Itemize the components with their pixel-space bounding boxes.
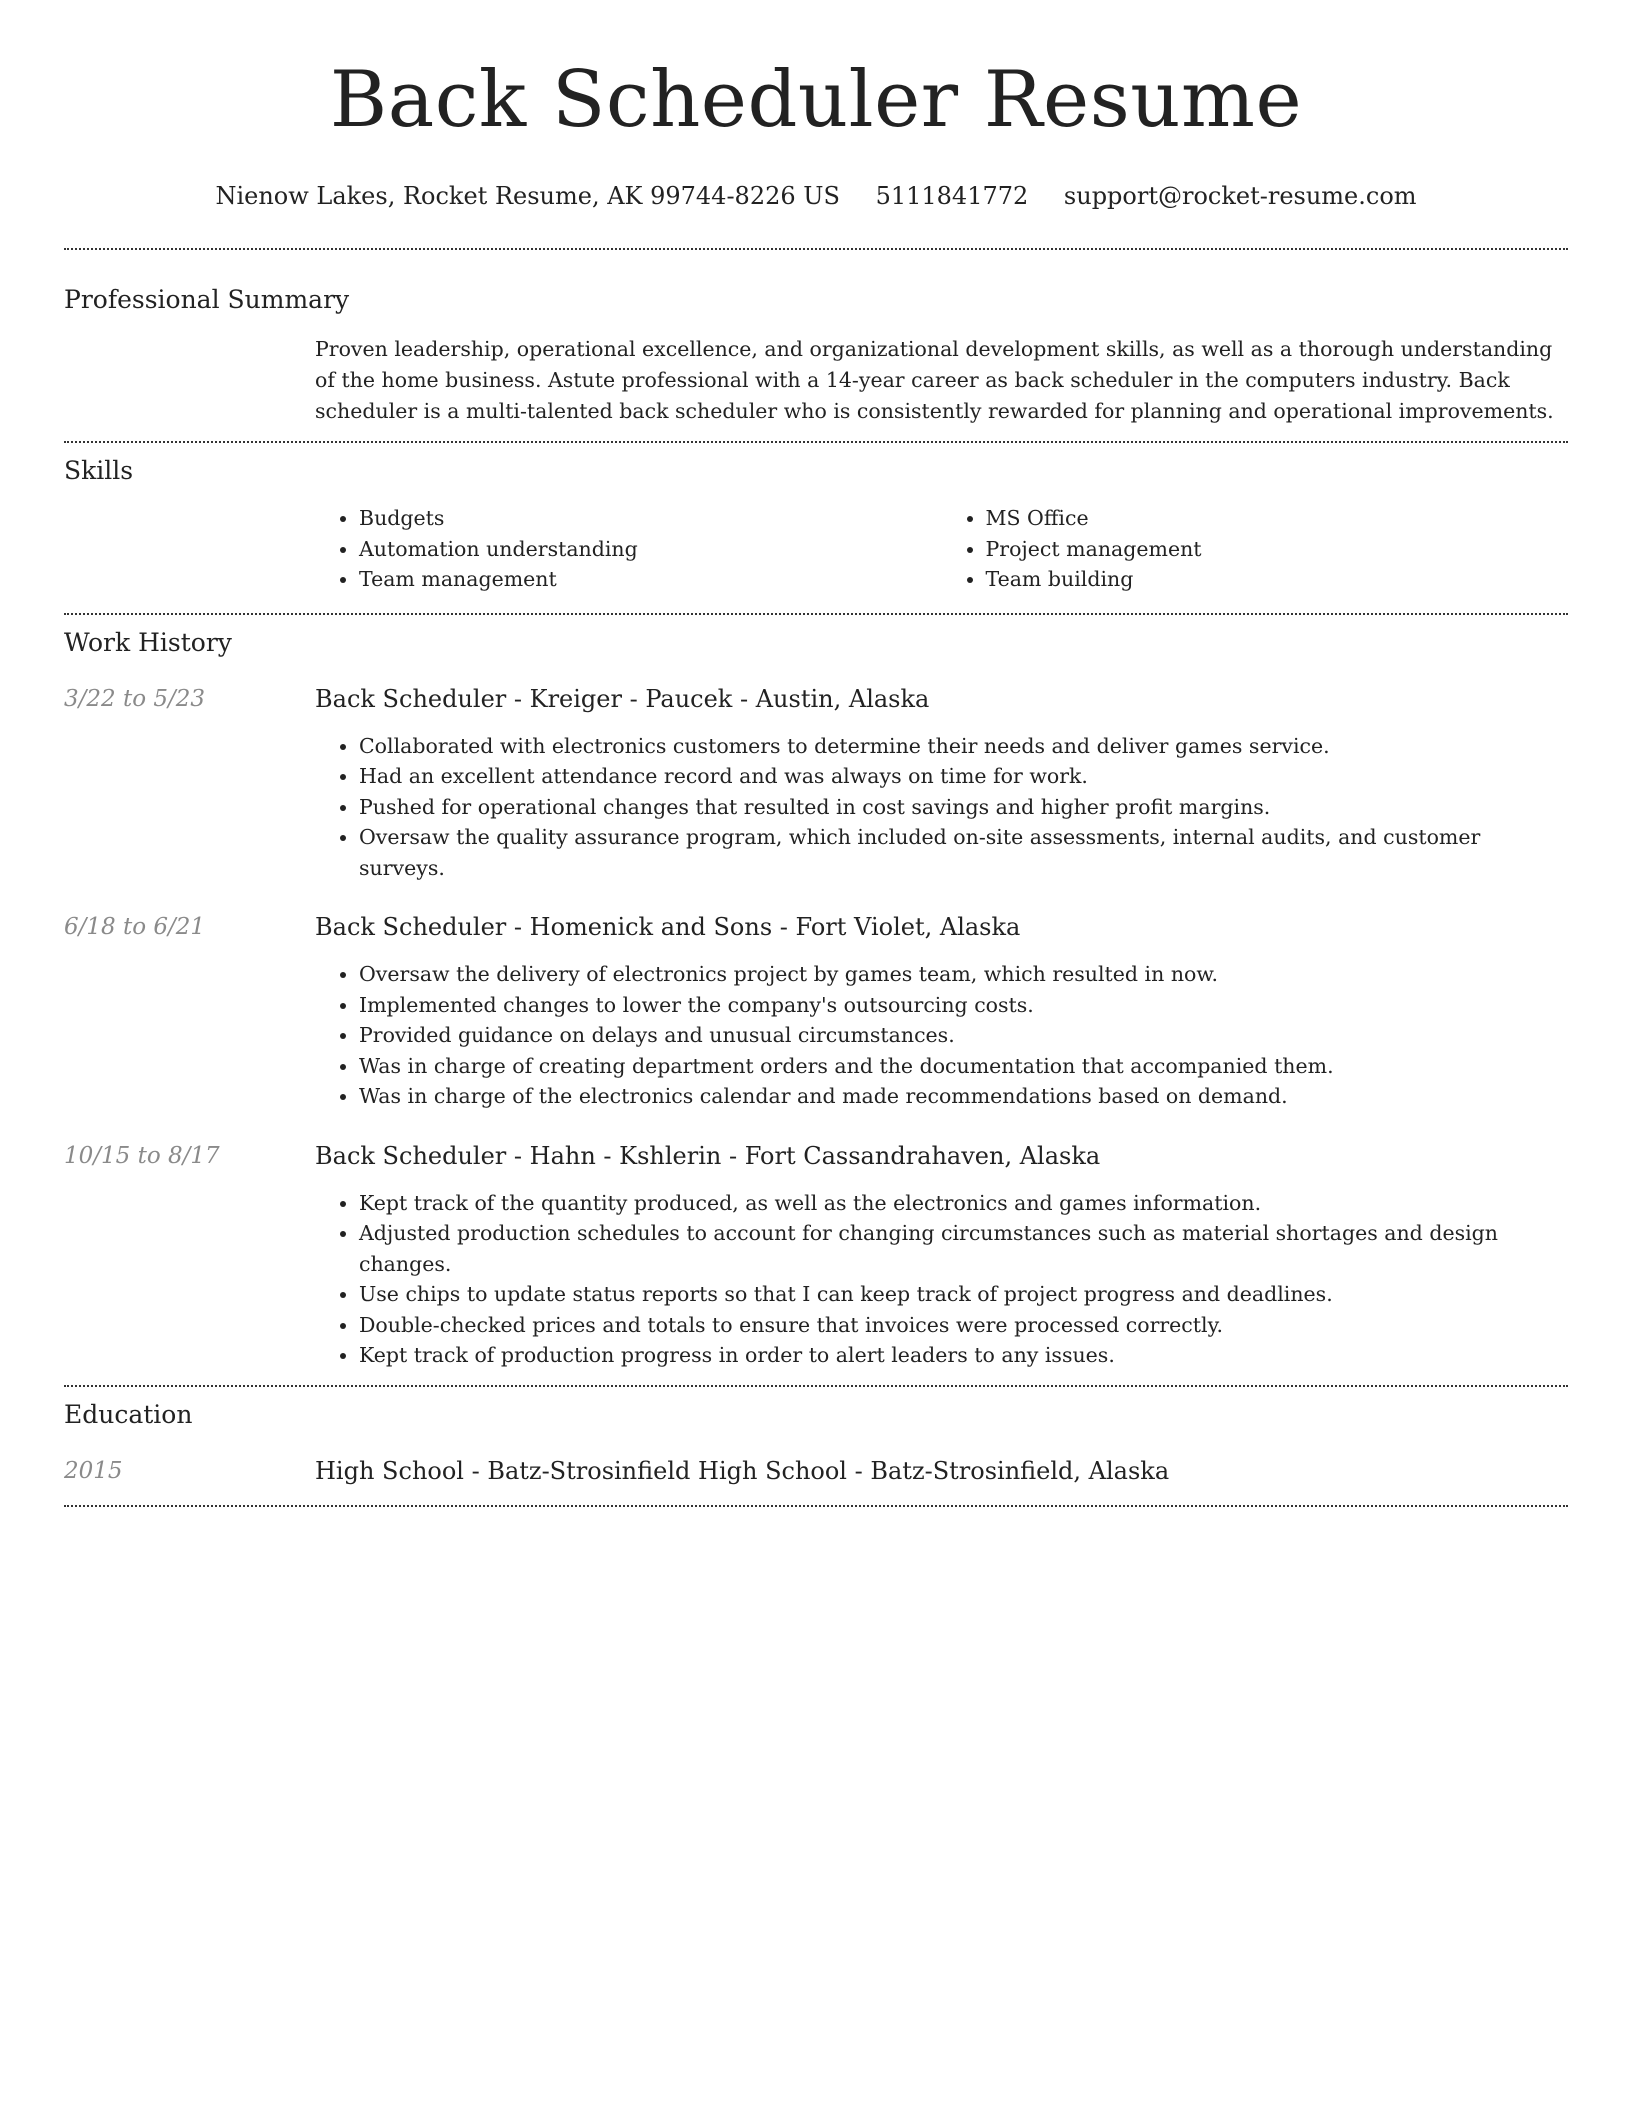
job-bullet: • Kept track of the quantity produced, as well as the electronics and games information. <box>359 1188 1568 1219</box>
education-year: 2015 <box>64 1457 123 1484</box>
job-bullets <box>315 959 1568 1112</box>
job-bullet: • Provided guidance on delays and unusual circumstances. <box>359 1020 1568 1051</box>
job-bullet: • Kept track of production progress in order to alert leaders to any issues. <box>359 1340 1568 1371</box>
job-dates: 3/22 to 5/23 <box>64 685 206 712</box>
contact-email: support@rocket-resume.com <box>1063 182 1417 210</box>
resume-title: Back Scheduler Resume <box>329 55 1303 145</box>
job-bullets <box>315 1188 1568 1371</box>
skill-item: • Project management <box>986 534 1569 565</box>
skill-item: • Budgets <box>359 503 942 534</box>
skill-item: • MS Office <box>986 503 1569 534</box>
job-bullet: • Had an excellent attendance record and was always on time for work. <box>359 761 1568 792</box>
work-history-heading: Work History <box>64 627 232 657</box>
skills-list-right <box>942 503 1569 595</box>
job-bullet: • Use chips to update status reports so that I can keep track of project progress and deadlines. <box>359 1279 1568 1310</box>
job-bullet: • Was in charge of the electronics calendar and made recommendations based on demand. <box>359 1081 1568 1112</box>
job-dates: 10/15 to 8/17 <box>64 1142 220 1169</box>
education-heading: Education <box>64 1399 193 1429</box>
job-title: Back Scheduler - Kreiger - Paucek - Austin, Alaska <box>315 684 930 713</box>
summary-heading: Professional Summary <box>64 285 350 314</box>
contact-phone: 5111841772 <box>875 182 1029 210</box>
job-bullet: • Oversaw the quality assurance program, which included on-site assessments, internal audits, and customer surveys. <box>359 822 1568 883</box>
job-bullet: • Pushed for operational changes that resulted in cost savings and higher profit margins. <box>359 792 1568 823</box>
contact-address: Nienow Lakes, Rocket Resume, AK 99744-8226 US <box>215 182 840 210</box>
job-bullet: • Adjusted production schedules to account for changing circumstances such as material shortages and design changes. <box>359 1218 1568 1279</box>
job-bullets <box>315 731 1568 884</box>
skills-list-left <box>315 503 942 595</box>
skill-item: • Team management <box>359 564 942 595</box>
skills-heading: Skills <box>64 456 134 485</box>
summary-text: Proven leadership, operational excellence, and organizational development skills, as well as a thorough understanding of the home business. Astute professional with a 14-year career as back scheduler in the computers industry. Back scheduler is a multi-talented back scheduler who is consistently rewarded for planning and operational improvements. <box>315 337 1554 423</box>
skills-section <box>64 443 1568 613</box>
job-bullet: • Oversaw the delivery of electronics project by games team, which resulted in now. <box>359 959 1568 990</box>
job-dates: 6/18 to 6/21 <box>64 914 206 940</box>
work-history-section <box>64 615 1568 1385</box>
job-entry <box>64 911 1568 1112</box>
education-section <box>64 1387 1568 1505</box>
contact-line <box>64 180 1568 212</box>
job-bullet: • Was in charge of creating department orders and the documentation that accompanied them. <box>359 1051 1568 1082</box>
job-title: Back Scheduler - Homenick and Sons - Fort Violet, Alaska <box>315 913 1021 941</box>
skill-item: • Team building <box>986 564 1569 595</box>
education-entry <box>64 1455 1568 1487</box>
job-title: Back Scheduler - Hahn - Kshlerin - Fort Cassandrahaven, Alaska <box>315 1141 1101 1170</box>
job-entry <box>64 683 1568 884</box>
summary-section <box>64 250 1568 441</box>
education-title: High School - Batz-Strosinfield High School - Batz-Strosinfield, Alaska <box>315 1456 1170 1485</box>
skill-item: • Automation understanding <box>359 534 942 565</box>
job-bullet: • Double-checked prices and totals to ensure that invoices were processed correctly. <box>359 1310 1568 1341</box>
job-bullet: • Collaborated with electronics customers to determine their needs and deliver games service. <box>359 731 1568 762</box>
job-entry <box>64 1140 1568 1371</box>
job-bullet: • Implemented changes to lower the company's outsourcing costs. <box>359 990 1568 1021</box>
section-divider <box>64 1505 1568 1507</box>
